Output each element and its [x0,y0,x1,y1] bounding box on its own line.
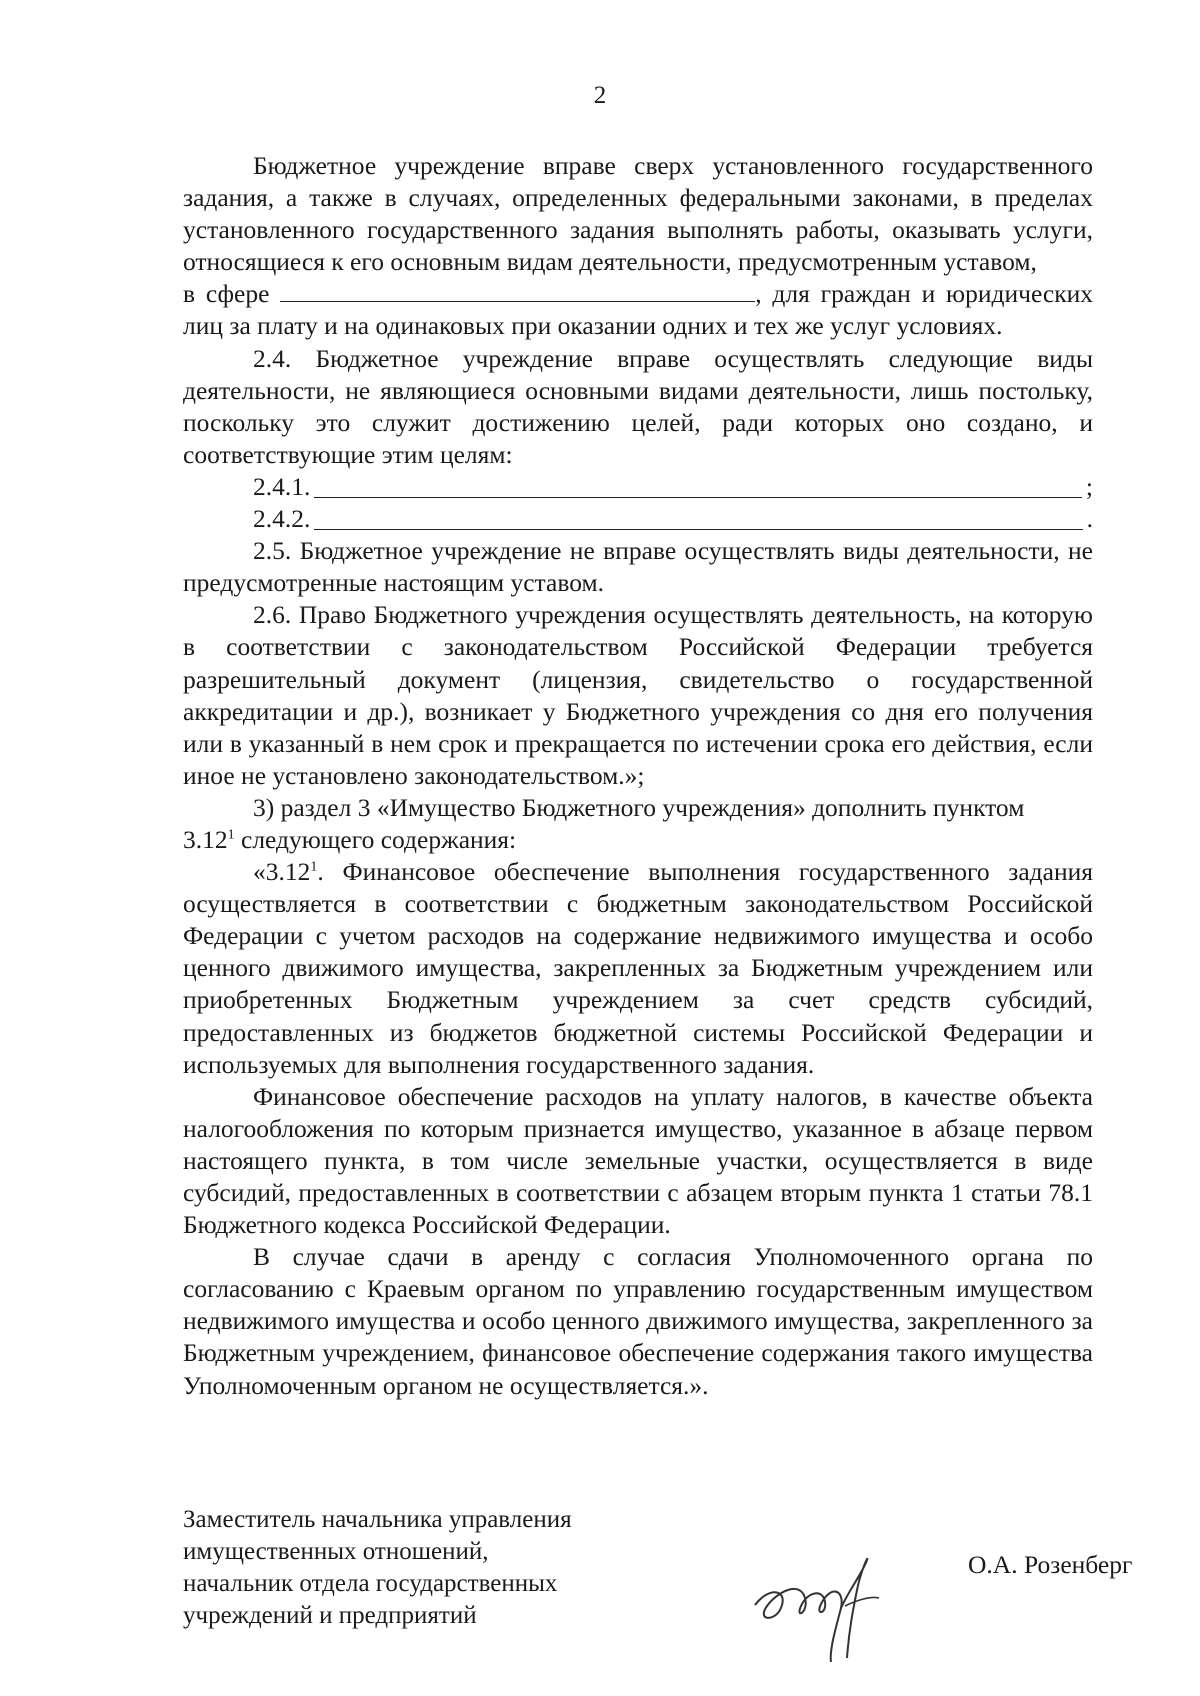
sphere-label: в сфере [183,279,270,309]
signatory-title-line: имущественных отношений, [183,1538,489,1565]
clause-financing-text: . Финансовое обеспечение выполнения государственного задания осуществляется в соответствии с бюджетным законодательством Российской Федерации с учетом расходов на содержание недвижимого имущества и особо ценного движимого имущества, закрепленных за Бюджетным учреждением или приобретенных Бюджетным учреждением за счет средств субсидий, предоставленных из бюджетов бюджетной системы Российской Федерации и используемых для выполнения государственного задания. [183,857,1093,1079]
item-end: . [1086,504,1093,534]
item-number: 2.4.1. [253,471,311,501]
blank-sphere-field[interactable] [280,281,755,302]
paragraph-taxes: Финансовое обеспечение расходов на уплату налогов, в качестве объекта налогообложения по которым признается имущество, указанное в абзаце первом настоящего пункта, в том числе земельные участки, осуществляется в виде субсидий, предоставленных в соответствии с абзацем вторым пункта 1 статьи 78.1 Бюджетного кодекса Российской Федерации. [183,1081,1093,1240]
item-end: ; [1085,471,1093,501]
paragraph-lease: В случае сдачи в аренду с согласия Уполномоченного органа по согласованию с Краевым органом по управлению государственным имуществом недвижимого имущества и особо ценного движимого имущества, закрепленного за Бюджетным учреждением, финансовое обеспечение содержания такого имущества Уполномоченным органом не осуществляется.». [183,1242,1093,1400]
paragraph-3-12-intro [183,824,1093,856]
clause-superscript: 1 [310,859,318,875]
paragraph-2-6: 2.6. Право Бюджетного учреждения осуществлять деятельность, на которую в соответствии с законодательством Российской Федерации требуется разрешительный документ (лицензия, свидетельство о государственной аккредитации и др.), возникает у Бюджетного учреждения со дня его получения или в указанный в нем срок и прекращается по истечении срока его действия, если иное не установлено законодательством.»; [183,600,1093,790]
blank-fill-line[interactable] [314,473,1082,498]
handwritten-signature [745,1550,915,1670]
paragraph-section-3: 3) раздел 3 «Имущество Бюджетного учреждения» дополнить пунктом [253,792,1025,822]
signatory-title-line: Заместитель начальника управления [183,1506,572,1533]
clause-superscript: 1 [227,827,235,843]
sphere-tail: , для граждан и юридических лиц за плату и на одинаковых при оказании одних и тех же услуг условиях. [183,279,1093,341]
paragraph-2-4: 2.4. Бюджетное учреждение вправе осуществлять следующие виды деятельности, не являющиеся основными видами деятельности, лишь постольку, поскольку это служит достижению целей, ради которых оно создано, и соответствующие этим целям: [183,343,1093,469]
clause-number: 3.12 [183,824,228,854]
list-item-2-4-1 [183,471,1093,503]
item-number: 2.4.2. [253,504,311,534]
paragraph-2-5: 2.5. Бюджетное учреждение не вправе осуществлять виды деятельности, не предусмотренные настоящим уставом. [183,536,1093,598]
clause-intro-text: следующего содержания: [234,824,517,854]
paragraph-budget-rights: Бюджетное учреждение вправе сверх установленного государственного задания, а также в случаях, определенных федеральными законами, в пределах установленного государственного задания выполнять работы, оказывать услуги, относящиеся к его основным видам деятельности, предусмотренным уставом, [183,151,1093,277]
paragraph-sphere [183,278,1093,342]
paragraph-3-12-financing [183,856,1093,1081]
document-body [183,150,1093,1402]
signatory-title-line: учреждений и предприятий [183,1602,477,1629]
page-number: 2 [593,82,607,109]
list-item-2-4-2 [183,503,1093,535]
signatory-title-line: начальник отдела государственных [183,1570,558,1597]
signatory-title [183,1504,572,1632]
blank-fill-line[interactable] [314,505,1082,530]
signer-name: О.А. Розенберг [968,1550,1133,1579]
clause-quote-number: «3.12 [253,857,311,887]
